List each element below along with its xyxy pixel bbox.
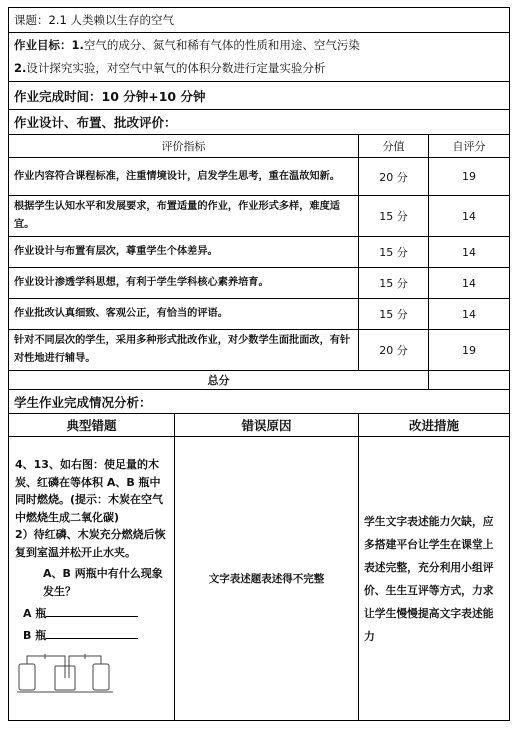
goal-2-text: 设计探究实验，对空气中氧气的体积分数进行定量实验分析 <box>26 61 326 75</box>
header-error-reason: 错误原因 <box>175 414 359 437</box>
answer-a-blank <box>46 605 138 617</box>
header-improvement: 改进措施 <box>359 414 510 437</box>
design-section-title: 作业设计、布置、批改评价： <box>9 110 510 135</box>
header-self-score: 自评分 <box>429 135 510 158</box>
analysis-header-row <box>9 414 510 437</box>
analysis-section-title: 学生作业完成情况分析： <box>9 390 510 414</box>
evaluation-row <box>9 158 510 196</box>
evaluation-row <box>9 237 510 268</box>
criterion: 根据学生认知水平和发展要求，布置适量的作业，作业形式多样，难度适宜。 <box>9 196 359 237</box>
total-row <box>9 371 510 390</box>
criterion: 针对不同层次的学生，采用多种形式批改作业，对少数学生面批面改，有针对性地进行辅导。 <box>9 330 359 371</box>
self-score: 19 <box>429 158 510 196</box>
goal-1-text: 空气的成分、氮气和稀有气体的性质和用途、空气污染 <box>83 38 360 52</box>
answer-b <box>15 627 169 645</box>
completion-time: 作业完成时间：10 分钟+10 分钟 <box>9 82 510 110</box>
self-score: 14 <box>429 196 510 237</box>
topic-row <box>9 8 510 33</box>
apparatus-diagram <box>15 652 115 696</box>
score: 20 分 <box>359 330 429 371</box>
evaluation-row <box>9 299 510 330</box>
bottle-a <box>19 664 35 690</box>
self-score: 19 <box>429 330 510 371</box>
goals <box>9 33 510 82</box>
design-section-row <box>9 110 510 135</box>
self-score: 14 <box>429 268 510 299</box>
criterion: 作业批改认真细致、客观公正，有恰当的评语。 <box>9 299 359 330</box>
score: 15 分 <box>359 196 429 237</box>
self-score: 14 <box>429 299 510 330</box>
header-typical-error: 典型错题 <box>9 414 175 437</box>
score: 20 分 <box>359 158 429 196</box>
score: 15 分 <box>359 299 429 330</box>
question-stem: 4、13、如右图：使足量的木炭、红磷在等体积 A、B 瓶中同时燃烧。(提示：木炭在空气中燃烧生成二氧化碳) <box>15 458 164 524</box>
score: 15 分 <box>359 237 429 268</box>
bottle-b <box>93 664 109 690</box>
homework-sheet <box>8 7 509 721</box>
homework-table <box>8 7 510 721</box>
answer-b-label: B 瓶 <box>23 628 47 642</box>
error-reason: 文字表述题表述得不完整 <box>175 437 359 721</box>
criterion: 作业内容符合课程标准，注重情境设计，启发学生思考，重在温故知新。 <box>9 158 359 196</box>
tube-b <box>69 656 101 678</box>
tube-a <box>27 656 65 678</box>
analysis-section-row <box>9 390 510 414</box>
goal-2-num: 2. <box>14 61 27 75</box>
criterion: 作业设计渗透学科思想，有利于学生学科核心素养培育。 <box>9 268 359 299</box>
goals-label: 作业目标： <box>14 38 72 52</box>
evaluation-row <box>9 196 510 237</box>
topic: 课题：2.1 人类赖以生存的空气 <box>9 8 510 33</box>
evaluation-row <box>9 268 510 299</box>
header-score: 分值 <box>359 135 429 158</box>
evaluation-row <box>9 330 510 371</box>
question-prompt: A、B 两瓶中有什么现象发生？ <box>43 567 163 598</box>
score: 15 分 <box>359 268 429 299</box>
improvement-measures: 学生文字表述能力欠缺，应多搭建平台让学生在课堂上表述完整，充分利用小组评价、生生互评等方式，力求让学生慢慢提高文字表述能力 <box>359 437 510 721</box>
criterion: 作业设计与布置有层次，尊重学生个体差异。 <box>9 237 359 268</box>
analysis-row <box>9 437 510 721</box>
answer-a-label: A 瓶 <box>23 607 47 620</box>
total-value <box>429 371 510 390</box>
total-label: 总分 <box>9 371 429 390</box>
evaluation-header-row <box>9 135 510 158</box>
question-step-2: 2）待红磷、木炭充分燃烧后恢复到室温并松开止水夹。 <box>15 528 166 559</box>
header-criteria: 评价指标 <box>9 135 359 158</box>
goal-1-num: 1. <box>71 38 84 52</box>
answer-a <box>15 605 169 623</box>
typical-error-question <box>9 437 175 721</box>
goals-row <box>9 33 510 82</box>
answer-b-blank <box>46 627 138 639</box>
time-row <box>9 82 510 110</box>
self-score: 14 <box>429 237 510 268</box>
